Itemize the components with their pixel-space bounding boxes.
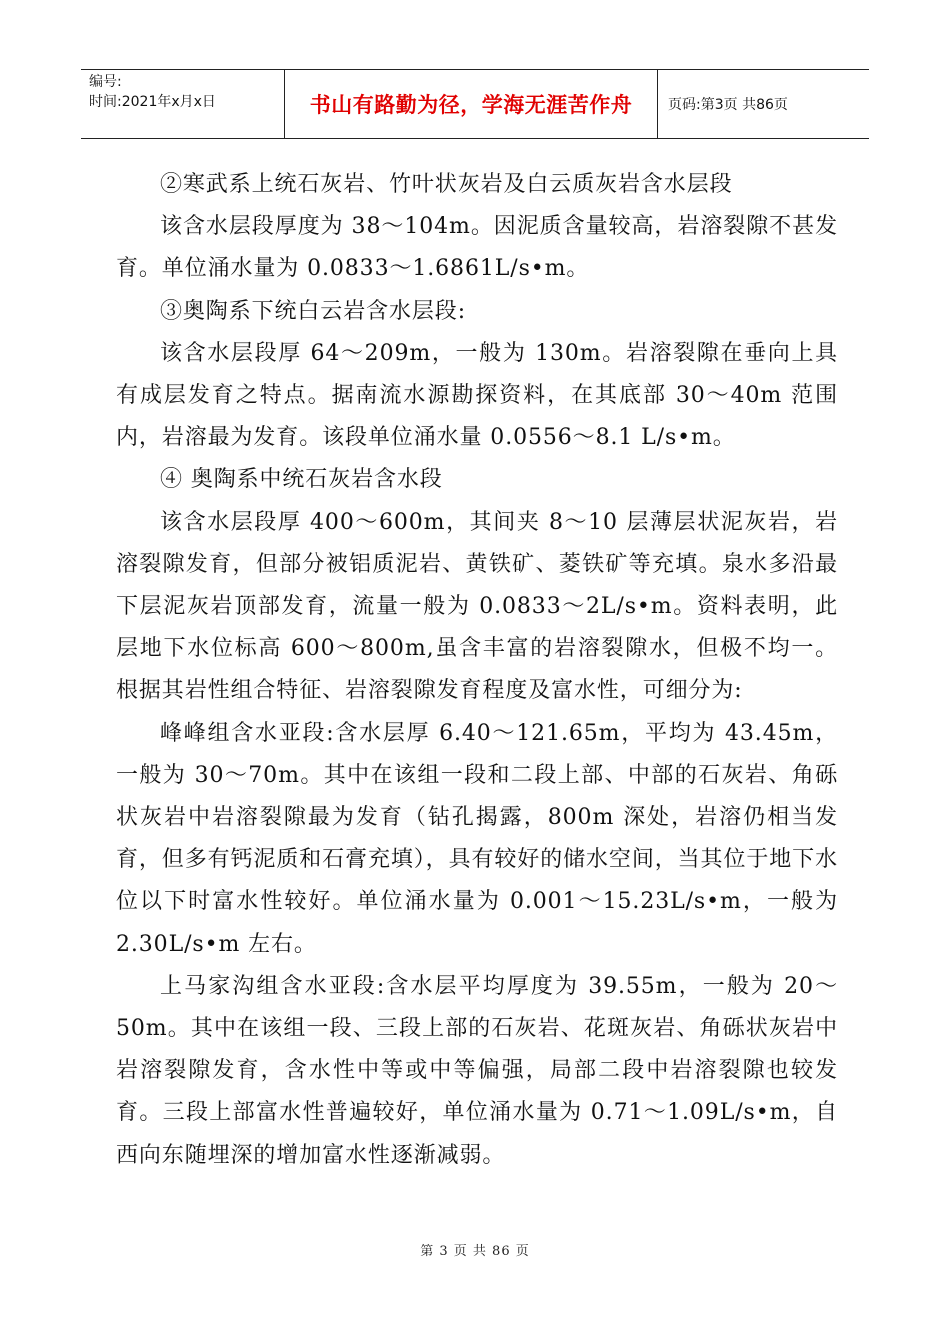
section-heading-ordovician-middle: ④ 奥陶系中统石灰岩含水段 — [160, 467, 443, 493]
paragraph-cambrian-description: 该含水层段厚度为 38～104m。因泥质含量较高，岩溶裂隙不甚发育。单位涌水量为 0.0833～1.6861L/s•m。 — [116, 214, 838, 282]
document-date-label: 时间:2021年x月x日 — [89, 94, 216, 110]
page-footer — [0, 1240, 950, 1259]
paragraph-fengfeng-subsection: 峰峰组含水亚段:含水层厚 6.40～121.65m，平均为 43.45m，一般为 30～70m。其中在该组一段和二段上部、中部的石灰岩、角砾状灰岩中岩溶裂隙最为发育（钻孔揭露，800m 深处，岩溶仍相当发育，但多有钙泥质和石膏充填），具有较好的储水空间，当其位于地下水位以下时富水性较好。单位涌水量为 0.001～15.23L/s•m，一般为 2.30L/s•m 左右。 — [116, 720, 838, 957]
header-page-cell — [658, 70, 869, 138]
paragraph-ordovician-middle-description: 该含水层段厚 400～600m，其间夹 8～10 层薄层状泥灰岩，岩溶裂隙发育，但部分被铝质泥岩、黄铁矿、菱铁矿等充填。泉水多沿最下层泥灰岩顶部发育，流量一般为 0.0833～2L/s•m。资料表明，此层地下水位标高 600～800m,虽含丰富的岩溶裂隙水，但极不均一。根据其岩性组合特征、岩溶裂隙发育程度及富水性，可细分为: — [116, 509, 838, 704]
paragraph-ordovician-lower-description: 该含水层段厚 64～209m，一般为 130m。岩溶裂隙在垂向上具有成层发育之特点。据南流水源勘探资料，在其底部 30～40m 范围内，岩溶最为发育。该段单位涌水量 0.0556～8.1 L/s•m。 — [116, 340, 838, 451]
section-heading-ordovician-lower: ③奥陶系下统白云岩含水层段: — [160, 298, 467, 324]
header-meta — [81, 70, 285, 138]
paragraph-shangmajiagou-subsection: 上马家沟组含水亚段:含水层平均厚度为 39.55m，一般为 20～50m。其中在该组一段、三段上部的石灰岩、花斑灰岩、角砾状灰岩中岩溶裂隙发育，含水性中等或中等偏强，局部二段中岩溶裂隙也较发育。三段上部富水性普遍较好，单位涌水量为 0.71～1.09L/s•m，自西向东随埋深的增加富水性逐渐减弱。 — [116, 973, 838, 1168]
header-motto: 书山有路勤为径，学海无涯苦作舟 — [309, 93, 633, 117]
document-number-label: 编号: — [89, 74, 122, 90]
header-page-info: 页码:第3页 共86页 — [668, 97, 788, 113]
footer-page-number: 第 3 页 共 86 页 — [420, 1244, 530, 1259]
header-motto-cell — [285, 70, 658, 138]
section-heading-cambrian: ②寒武系上统石灰岩、竹叶状灰岩及白云质灰岩含水层段 — [160, 172, 733, 197]
document-body — [116, 164, 838, 1177]
page-header — [81, 69, 869, 139]
